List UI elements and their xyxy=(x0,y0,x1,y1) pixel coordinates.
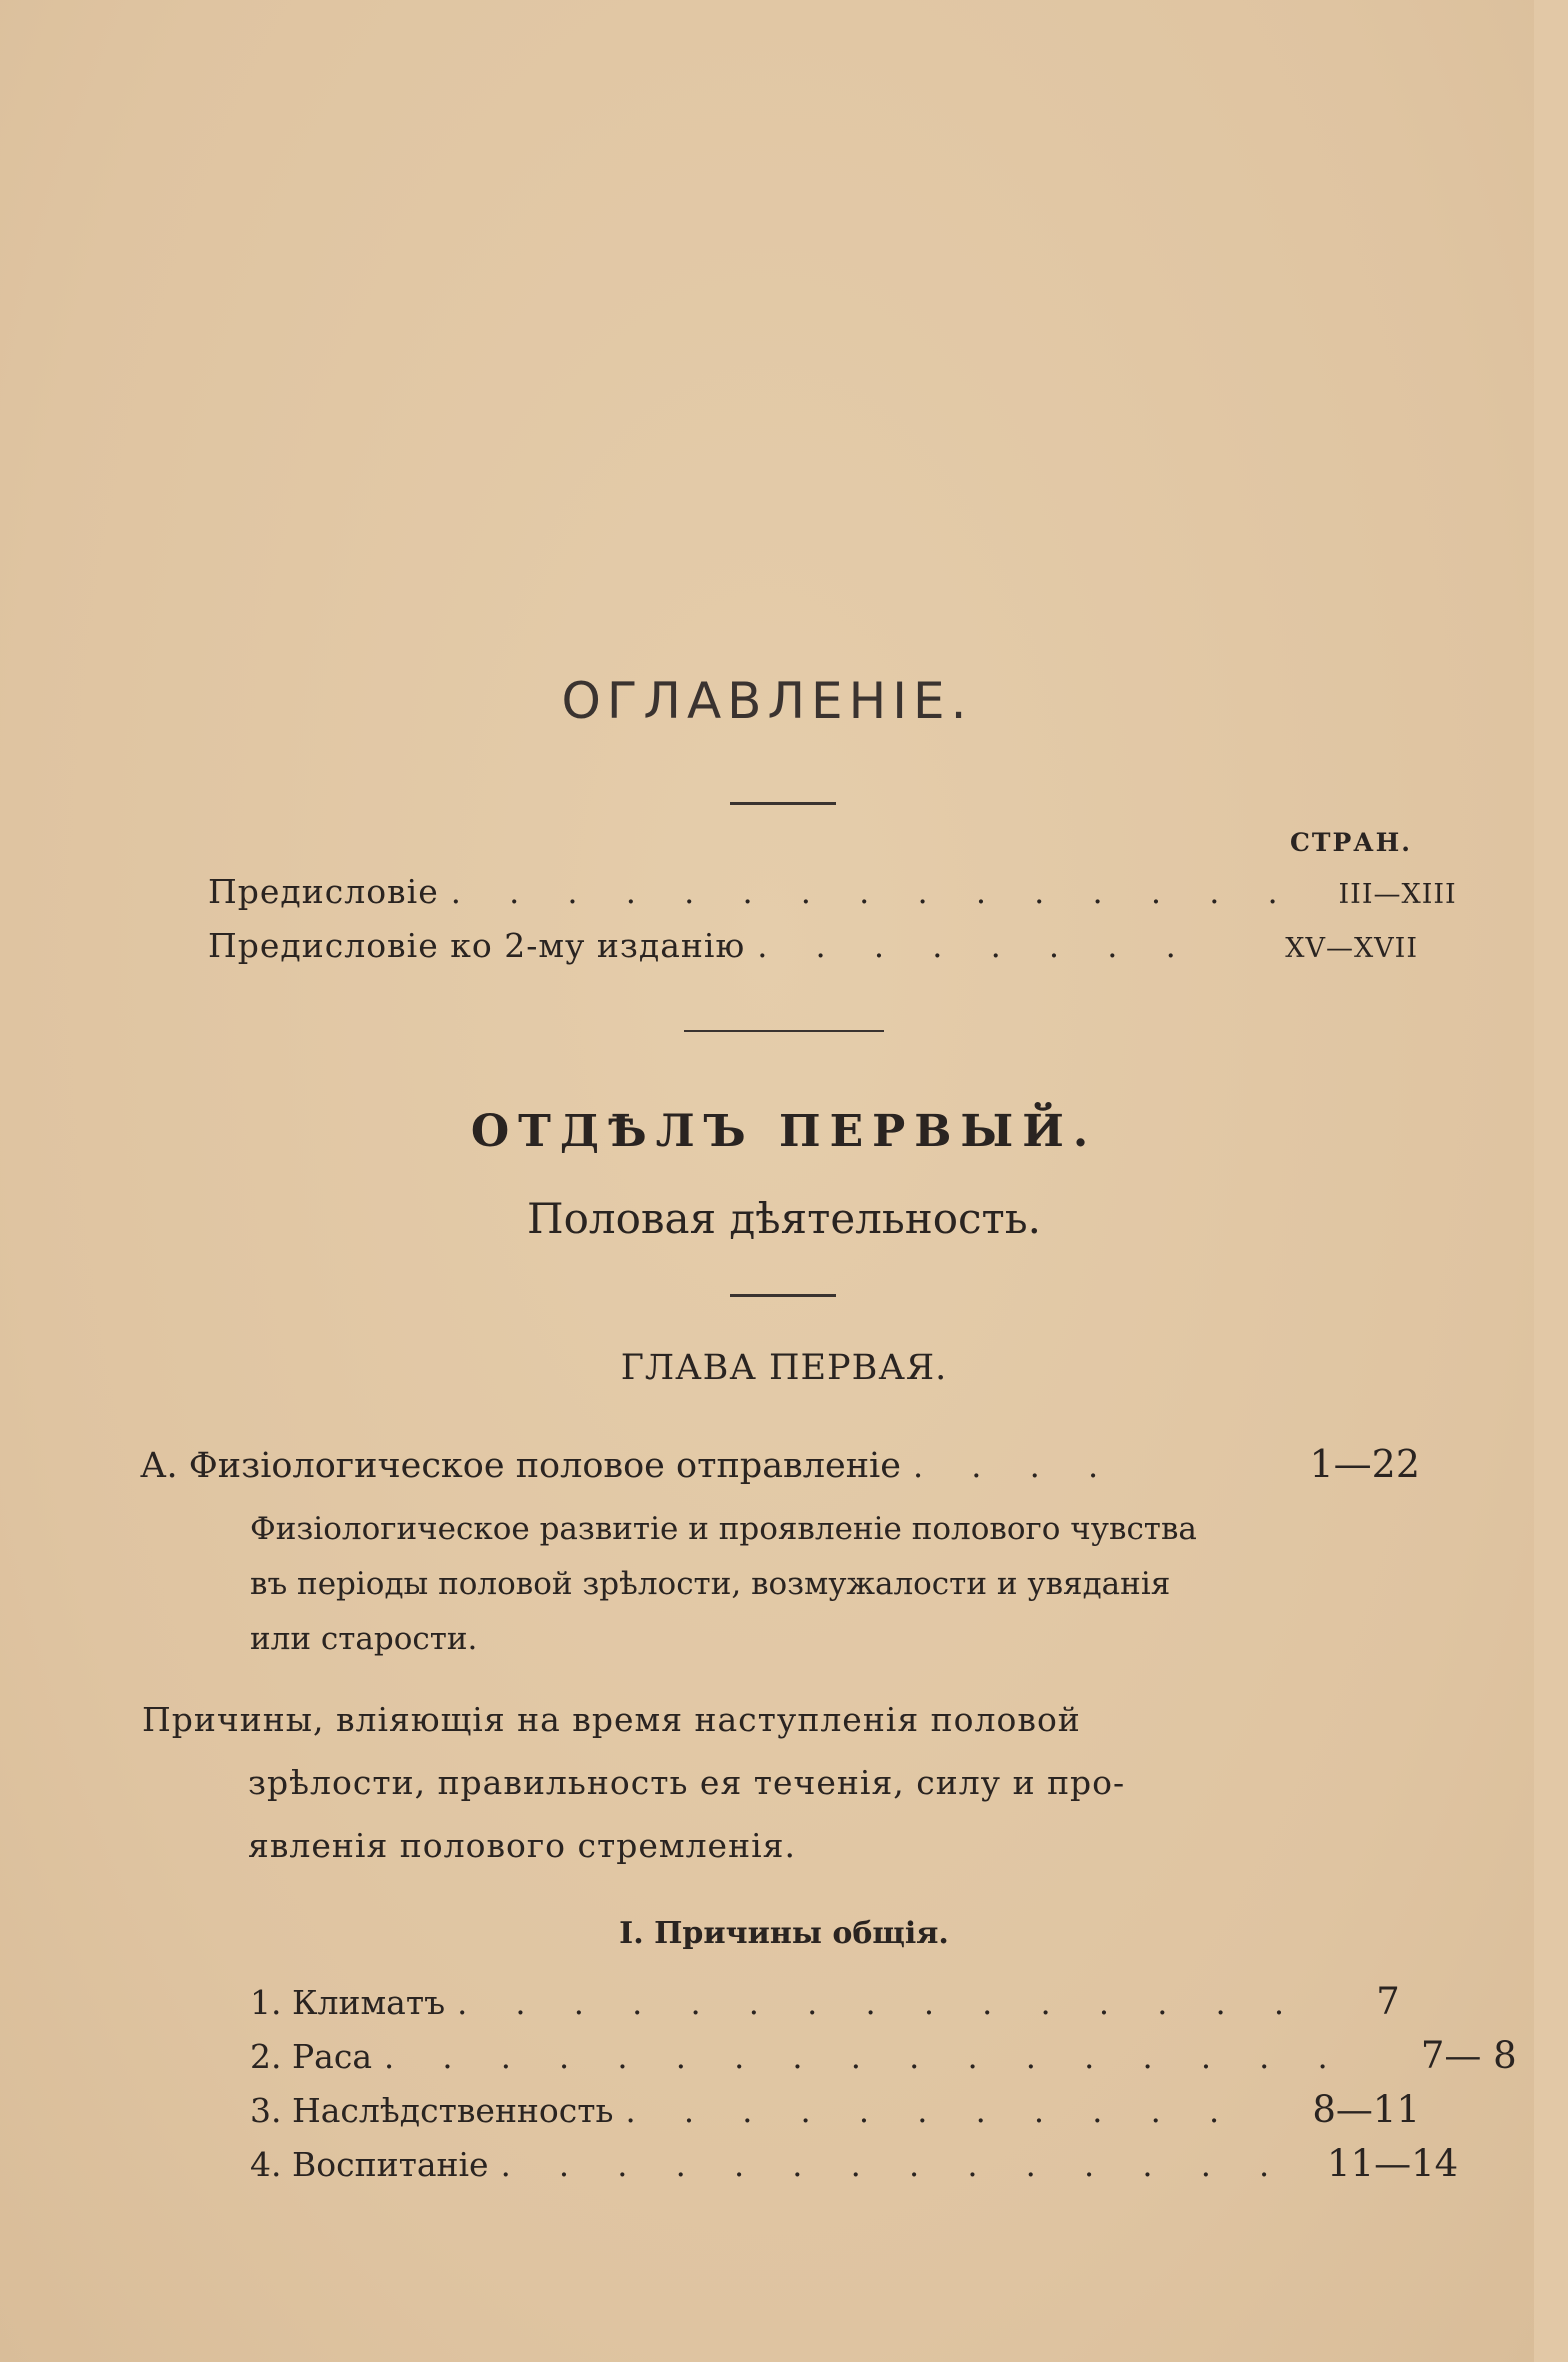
toc-label: 3. Наслѣдственность xyxy=(250,2091,614,2130)
causes-heading xyxy=(142,1688,1342,1877)
title-rule xyxy=(730,802,836,805)
leader-dots: . . . . . . . . . . . . . . . xyxy=(457,1984,1304,2022)
toc-row-item xyxy=(250,2088,1420,2131)
section-title: ОТДѢЛЪ ПЕРВЫЙ. xyxy=(470,1106,1098,1157)
description-line: Физіологическое развитіе и проявленіе полового чувства xyxy=(250,1511,1197,1547)
toc-pages: 7 xyxy=(1376,1980,1400,2023)
subsection-title: I. Причины общія. xyxy=(619,1916,949,1951)
toc-pages: 8—11 xyxy=(1312,2088,1420,2131)
toc-label: Предисловіе ко 2-му изданію xyxy=(208,926,746,965)
toc-row-item xyxy=(250,1980,1420,2023)
toc-row-preface xyxy=(208,872,1457,911)
section-subtitle: Половая дѣятельность. xyxy=(527,1194,1041,1243)
section-rule xyxy=(684,1030,884,1032)
contents-title: ОГЛАВЛЕНІЕ. xyxy=(561,672,973,730)
leader-dots: . . . . . . . . . . . . . . . xyxy=(450,873,1297,911)
leader-dots: . . . . . . . . . . . . . . xyxy=(500,2146,1289,2184)
leader-dots: . . . . . . . . xyxy=(757,927,1195,965)
causes-line: зрѣлости, правильность ея теченія, силу и про- xyxy=(248,1763,1126,1802)
leader-dots: . . . . xyxy=(912,1447,1118,1485)
leader-dots: . . . . . . . . . . . xyxy=(625,2092,1239,2130)
page-column-label: СТРАН. xyxy=(1290,828,1412,857)
causes-line: Причины, вліяющія на время наступленія половой xyxy=(142,1700,1081,1739)
leader-dots: . . . . . . . . . . . . . . . . . xyxy=(384,2038,1347,2076)
toc-label: 1. Климатъ xyxy=(250,1983,446,2022)
causes-line: явленія полового стремленія. xyxy=(248,1826,796,1865)
toc-pages: XV—XVII xyxy=(1285,933,1418,964)
description-line: въ періоды половой зрѣлости, возмужалости и увяданія xyxy=(250,1566,1171,1602)
toc-row-item xyxy=(250,2142,1459,2185)
subtitle-rule xyxy=(730,1294,836,1297)
description-line: или старости. xyxy=(250,1621,478,1657)
toc-row-entry-a xyxy=(140,1442,1420,1486)
toc-row-preface-2 xyxy=(208,926,1418,965)
toc-label: Предисловіе xyxy=(208,872,439,911)
toc-label: 2. Раса xyxy=(250,2037,373,2076)
toc-pages: 11—14 xyxy=(1327,2142,1459,2185)
toc-label: 4. Воспитаніе xyxy=(250,2145,489,2184)
toc-row-item xyxy=(250,2034,1517,2077)
entry-a-description xyxy=(250,1502,1310,1667)
chapter-title: ГЛАВА ПЕРВАЯ. xyxy=(620,1348,948,1388)
toc-pages: 1—22 xyxy=(1309,1442,1420,1486)
toc-pages: 7— 8 xyxy=(1420,2034,1517,2077)
toc-pages: III—XIII xyxy=(1338,879,1457,910)
toc-label: А. Физіологическое половое отправленіе xyxy=(140,1446,901,1486)
